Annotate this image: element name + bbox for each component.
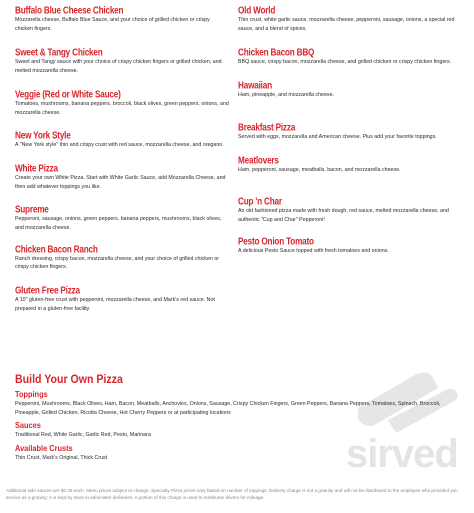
menu-item-name: New York Style: [15, 130, 71, 142]
menu-item: [238, 121, 463, 142]
menu-item-description: Ham, pepperoni, sausage, meatballs, bacon, and mozzarella cheese.: [238, 166, 401, 173]
menu-item-description: Ham, pineapple, and mozzarella cheese.: [238, 92, 334, 99]
menu-item-name: Sweet & Tangy Chicken: [15, 47, 103, 59]
menu-item-description: Create your own White Pizza. Start with White Garlic Sauce, add Mozzarella Cheese, and then add whatever toppings you like.: [15, 174, 226, 190]
menu-item: [238, 154, 463, 175]
menu-item-description: A "New York style" thin and crispy crust with red sauce, mozzarella cheese, and oregano.: [15, 142, 224, 149]
menu-item: [238, 235, 463, 256]
menu-item-description: Sweet and Tangy sauce with your choice of crispy chicken fingers or grilled chicken, and melted mozzarella cheese.: [15, 59, 222, 75]
menu-item-description: A delicious Pesto Sauce topped with fresh tomatoes and onions.: [238, 247, 389, 254]
sauces-heading: Sauces: [15, 420, 41, 431]
menu-item-name: White Pizza: [15, 163, 58, 174]
menu-item-name: Cup 'n Char: [238, 196, 282, 208]
menu-item: [238, 4, 463, 33]
menu-item-description: Thin crust, white garlic sauce, mozzarella cheese, pepperoni, sausage, onions, a special red sauce, and a blend of spices.: [238, 17, 455, 32]
toppings-heading: Toppings: [15, 389, 48, 400]
menu-item-name: Old World: [238, 5, 276, 16]
menu-item: [238, 79, 463, 100]
menu-item: [15, 203, 229, 232]
menu-item-name: Chicken Bacon Ranch: [15, 243, 98, 255]
menu-item-description: Ranch dressing, crispy bacon, mozzarella cheese, and your choice of grilled chicken or crispy chicken fingers.: [15, 255, 220, 271]
menu-item-name: Hawaiian: [238, 80, 272, 91]
menu-item-name: Gluten Free Pizza: [15, 285, 80, 296]
build-your-own-title: Build Your Own Pizza: [15, 373, 123, 387]
menu-item: [15, 88, 229, 117]
menu-item-name: Breakfast Pizza: [238, 121, 296, 133]
menu-item-description: An old fashioned pizza made with fresh dough, red sauce, melted mozzarella cheese, and authentic "Cup and Char" Pepperoni!: [238, 208, 449, 223]
menu-item-description: A 10" gluten-free crust with pepperoni, mozzarella cheese, and Mark's red sauce. Not prepared in a gluten-free facility.: [15, 297, 215, 312]
sauces-list: Traditional Red, White Garlic, Garlic Red, Pesto, Marinara: [15, 432, 151, 438]
sirved-watermark-text: sirved: [346, 432, 458, 476]
menu-item: [15, 284, 229, 313]
menu-item-description: Pepperoni, sausage, onions, green peppers, banana peppers, mushrooms, black olives, and mozzarella cheese.: [15, 216, 222, 232]
menu-item-name: Veggie (Red or White Sauce): [15, 88, 121, 100]
menu-item-description: BBQ sauce, crispy bacon, mozzarella cheese, and grilled chicken or crispy chicken fingers.: [238, 59, 452, 66]
menu-item-name: Meatlovers: [238, 154, 279, 166]
toppings-list: Pepperoni, Mushrooms, Black Olives, Ham, Bacon, Meatballs, Anchovies, Onions, Sausage, Crispy Chicken Fingers, Green Peppers, Banana Peppers, Tomatoes, Spinach, Broccoli, Pineapple, Grilled Chicken, Ricotta Cheese, Hot Cherry Peppers or at participating locations: [15, 401, 441, 416]
build-your-own-section: [15, 373, 465, 465]
crusts-list: Thin Crust, Mark's Original, Thick Crust: [15, 454, 108, 461]
menu-item-name: Pesto Onion Tomato: [238, 235, 314, 247]
crusts-heading: Available Crusts: [15, 442, 73, 453]
menu-item: [15, 162, 229, 191]
menu-left-column: [15, 4, 229, 318]
menu-item-description: Tomatoes, mushrooms, banana peppers, broccoli, black olives, green peppers, onions, and mozzarella cheese.: [15, 100, 229, 116]
menu-item: [238, 195, 463, 224]
menu-right-column: [238, 4, 463, 259]
menu-item-description: Mozzarella cheese, Buffalo Blue Sauce, and your choice of grilled chicken or crispy chicken fingers.: [15, 17, 210, 32]
menu-item-name: Chicken Bacon BBQ: [238, 47, 315, 59]
menu-item: [15, 129, 229, 150]
footer-note: Additional side sauces are $0.35 each. Menu prices subject to change. Specialty Pizza prices vary based on number of toppings. Delivery charge is not a gratuity and will not be distributed to the employee who provided you service as a gratuity; it is kept by store to administer deliveries. A portion of this charge is used to reimburse drivers for mileage.: [6, 488, 458, 500]
menu-item-description: Served with eggs, mozzarella and American cheese. Plus add your favorite toppings.: [238, 133, 437, 140]
menu-item-name: Buffalo Blue Cheese Chicken: [15, 5, 124, 16]
menu-item-name: Supreme: [15, 204, 49, 216]
menu-item: [15, 243, 229, 272]
menu-item: [15, 4, 229, 33]
menu-item: [238, 46, 463, 67]
menu-item: [15, 46, 229, 75]
